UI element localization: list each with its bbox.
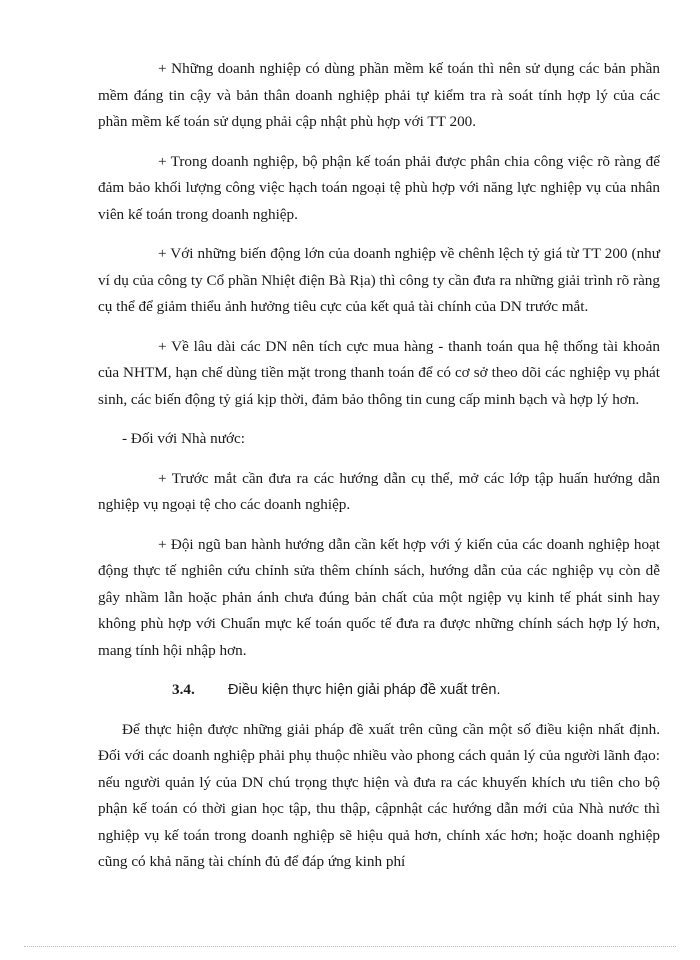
paragraph-policy-team: + Đội ngũ ban hành hướng dẫn cần kết hợp với ý kiến của các doanh nghiệp hoạt động thực tế nghiên cứu chỉnh sửa thêm chính sách, hướng dẫn của các nghiệp vụ còn dễ gây nhầm lẫn hoặc phản ánh chưa đúng bản chất của một ngiệp vụ kinh tế phát sinh hay không phù hợp với Chuẩn mực kế toán quốc tế đưa ra được những chính sách hợp lý hơn, mang tính hội nhập hơn. [98,535,660,659]
paragraph-long-term: + Về lâu dài các DN nên tích cực mua hàng - thanh toán qua hệ thống tài khoản của NHTM, hạn chế dùng tiền mặt trong thanh toán để có cơ sở theo dõi các nghiệp vụ phát sinh, các biến động tỷ giá kịp thời, đảm bảo thông tin cung cấp minh bạch và hợp lý hơn. [98,337,660,408]
paragraph-exchange-rate: + Với những biến động lớn của doanh nghiệp về chênh lệch tỷ giá từ TT 200 (như ví dụ của công ty Cổ phần Nhiệt điện Bà Rịa) thì công ty cần đưa ra những giải trình rõ ràng cụ thể để giảm thiểu ảnh hưởng tiêu cực của kết quả tài chính của DN trước mắt. [98,245,660,315]
document-page [98,56,660,889]
section-number: 3.4. [172,681,195,698]
paragraph-conditions: Để thực hiện được những giải pháp đề xuất trên cũng cần một số điều kiện nhất định. Đối với các doanh nghiệp phải phụ thuộc nhiều vào phong cách quản lý của người lãnh đạo: nếu người quản lý của DN chú trọng thực hiện và đưa ra các khuyến khích ưu tiên cho bộ phận kế toán có thời gian học tập, thu thập, cậpnhật các hướng dẫn mới của Nhà nước thì nghiệp vụ kế toán trong doanh nghiệp sẽ hiệu quả hơn, chính xác hơn; hoặc doanh nghiệp cũng có khả năng tài chính đủ để đáp ứng kinh phí [98,720,660,870]
section-heading [98,677,660,704]
paragraph-software: + Những doanh nghiệp có dùng phần mềm kế toán thì nên sử dụng các bản phần mềm đáng tin cậy và bản thân doanh nghiệp phải tự kiểm tra rà soát tính hợp lý của các phần mềm kế toán sử dụng phải cập nhật phù hợp với TT 200. [98,60,660,130]
section-title: Điều kiện thực hiện giải pháp đề xuất trên. [228,682,501,698]
paragraph-accounting-division: + Trong doanh nghiệp, bộ phận kế toán phải được phân chia công việc rõ ràng để đảm bảo khối lượng công việc hạch toán ngoại tệ phù hợp với năng lực nghiệp vụ của nhân viên kế toán trong doanh nghiệp. [98,152,660,223]
page-bottom-divider [24,946,676,947]
paragraph-guidance: + Trước mắt cần đưa ra các hướng dẫn cụ thể, mở các lớp tập huấn hướng dẫn nghiệp vụ ngoại tệ cho các doanh nghiệp. [98,469,660,513]
paragraph-state-heading: - Đối với Nhà nước: [122,430,245,447]
